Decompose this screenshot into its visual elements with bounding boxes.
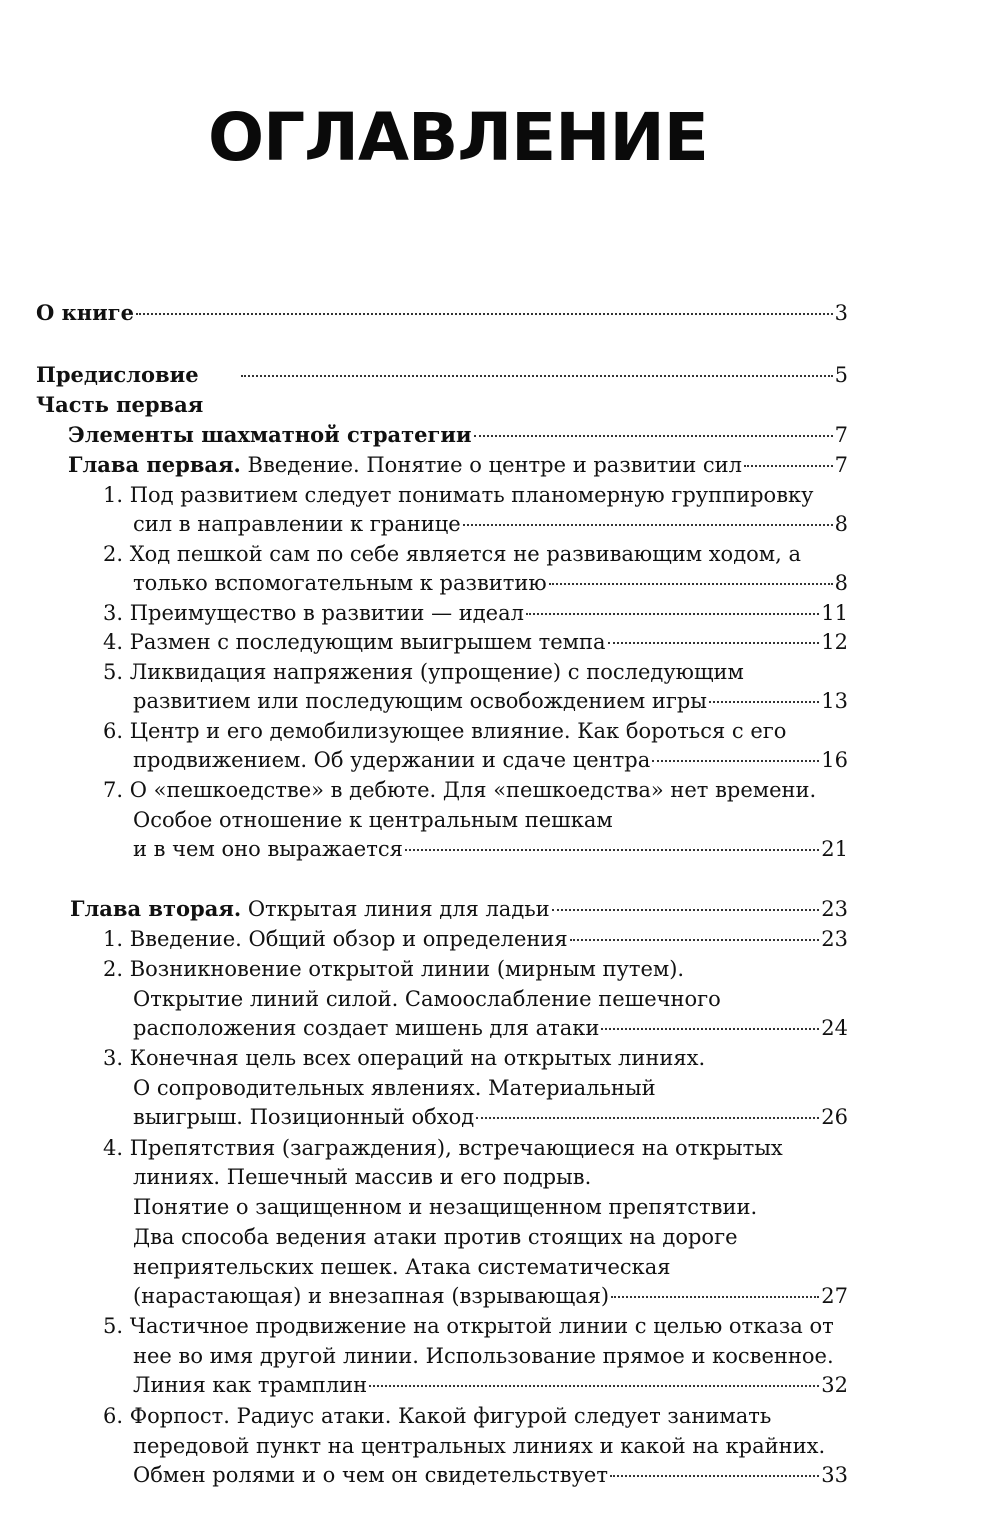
- toc-entry-line[interactable]: [133, 1162, 848, 1192]
- leader-dots: [611, 1296, 819, 1298]
- toc-label: Открытие линий силой. Самоослабление пешечного: [133, 987, 721, 1011]
- chapter-title: Введение. Понятие о центре и развитии сил: [240, 453, 742, 477]
- leader-dots: [709, 701, 819, 703]
- toc-entry-line[interactable]: [133, 984, 848, 1014]
- toc-label: 6. Форпост. Радиус атаки. Какой фигурой следует занимать: [103, 1404, 772, 1428]
- page-number: 16: [821, 748, 848, 772]
- toc-entry-line[interactable]: [103, 954, 848, 984]
- toc-entry-line[interactable]: [103, 1133, 848, 1163]
- toc-entry-line[interactable]: [103, 657, 848, 687]
- page-number: 13: [821, 689, 848, 713]
- toc-entry-line[interactable]: [103, 924, 848, 954]
- page-number: 5: [834, 363, 848, 387]
- toc-label: О сопроводительных явлениях. Материальный: [133, 1076, 656, 1100]
- page-number: 12: [821, 630, 848, 654]
- toc-label: 2. Ход пешкой сам по себе является не развивающим ходом, а: [103, 542, 801, 566]
- toc-entry-line[interactable]: [133, 745, 848, 775]
- page-number: 23: [821, 897, 848, 921]
- leader-dots: [610, 1475, 819, 1477]
- toc-entry-line[interactable]: [133, 834, 848, 864]
- toc-label: (нарастающая) и внезапная (взрывающая): [133, 1284, 610, 1308]
- toc-label: 3. Конечная цель всех операций на открытых линиях.: [103, 1046, 706, 1070]
- part-label: Часть первая: [36, 392, 204, 417]
- toc-label: Элементы шахматной стратегии: [68, 422, 472, 447]
- chapter-label: Глава вторая.: [70, 896, 242, 921]
- toc-entry-line[interactable]: [103, 1401, 848, 1431]
- toc-label: нее во имя другой линии. Использование прямое и косвенное.: [133, 1344, 834, 1368]
- leader-dots: [405, 849, 819, 851]
- toc-label: Понятие о защищенном и незащищенном препятствии.: [133, 1195, 758, 1219]
- leader-dots: [474, 435, 833, 437]
- toc-label: Обмен ролями и о чем он свидетельствует: [133, 1463, 608, 1487]
- chapter-label: Глава первая.: [68, 452, 241, 477]
- toc-label: неприятельских пешек. Атака систематическая: [133, 1255, 671, 1279]
- leader-dots: [476, 1117, 819, 1119]
- toc-label: О книге: [36, 300, 134, 325]
- page-number: 33: [821, 1463, 848, 1487]
- leader-dots: [241, 375, 833, 377]
- toc-label: Линия как трамплин: [133, 1373, 368, 1397]
- leader-dots: [552, 909, 820, 911]
- toc-label: 6. Центр и его демобилизующее влияние. Как бороться с его: [103, 719, 787, 743]
- leader-dots: [526, 613, 819, 615]
- toc-entry-line[interactable]: [133, 1341, 848, 1371]
- toc-label: Особое отношение к центральным пешкам: [133, 808, 613, 832]
- toc-entry-line[interactable]: [133, 1252, 848, 1282]
- toc-label: 3. Преимущество в развитии — идеал: [103, 601, 524, 625]
- page-number: 26: [821, 1105, 848, 1129]
- leader-dots: [136, 313, 833, 315]
- toc-entry-line[interactable]: [103, 539, 848, 569]
- toc-label: расположения создает мишень для атаки: [133, 1016, 600, 1040]
- toc-entry-line[interactable]: [103, 598, 848, 628]
- leader-dots: [608, 642, 820, 644]
- page-number: 11: [821, 601, 848, 625]
- leader-dots: [549, 583, 833, 585]
- toc-label: продвижением. Об удержании и сдаче центра: [133, 748, 651, 772]
- toc-entry-line[interactable]: [103, 716, 848, 746]
- page-number: 21: [821, 837, 848, 861]
- toc-label: только вспомогательным к развитию: [133, 571, 547, 595]
- toc-label: сил в направлении к границе: [133, 512, 461, 536]
- toc-label: передовой пункт на центральных линиях и какой на крайних.: [133, 1434, 826, 1458]
- toc-entry-line[interactable]: [133, 686, 848, 716]
- leader-dots: [652, 760, 819, 762]
- toc-label: 5. Частичное продвижение на открытой линии с целью отказа от: [103, 1314, 834, 1338]
- toc-entry-line[interactable]: [133, 1460, 848, 1490]
- chapter-title: Открытая линия для ладьи: [241, 897, 550, 921]
- page-number: 32: [821, 1373, 848, 1397]
- toc-entry-line[interactable]: [133, 1102, 848, 1132]
- toc-entry-glava-1[interactable]: [68, 450, 848, 480]
- toc-entry-line[interactable]: [103, 480, 848, 510]
- page-number: 7: [834, 453, 848, 477]
- toc-entry-line[interactable]: [133, 1013, 848, 1043]
- toc-entry-line[interactable]: [103, 627, 848, 657]
- toc-label: Два способа ведения атаки против стоящих на дороге: [133, 1225, 738, 1249]
- toc-label: развитием или последующим освобождением игры: [133, 689, 707, 713]
- toc-label: 4. Препятствия (заграждения), встречающиеся на открытых: [103, 1136, 783, 1160]
- part-heading: [36, 390, 848, 420]
- toc-entry-o-knige[interactable]: [36, 298, 848, 328]
- leader-dots: [570, 939, 820, 941]
- toc-entry-line[interactable]: [133, 1370, 848, 1400]
- page-number: 8: [834, 512, 848, 536]
- toc-entry-line[interactable]: [133, 805, 848, 835]
- toc-entry-line[interactable]: [133, 1073, 848, 1103]
- toc-entry-line[interactable]: [103, 775, 848, 805]
- toc-label: 1. Под развитием следует понимать планомерную группировку: [103, 483, 814, 507]
- page-number: 3: [834, 301, 848, 325]
- toc-label: 1. Введение. Общий обзор и определения: [103, 927, 568, 951]
- toc-label: и в чем оно выражается: [133, 837, 403, 861]
- leader-dots: [601, 1028, 819, 1030]
- page-number: 23: [821, 927, 848, 951]
- leader-dots: [369, 1385, 819, 1387]
- toc-entry-line[interactable]: [103, 1043, 848, 1073]
- toc-entry-line[interactable]: [133, 1222, 848, 1252]
- toc-label: 4. Размен с последующим выигрышем темпа: [103, 630, 606, 654]
- toc-entry-line[interactable]: [133, 1281, 848, 1311]
- toc-entry-line[interactable]: [133, 1192, 848, 1222]
- toc-label: 5. Ликвидация напряжения (упрощение) с последующим: [103, 660, 744, 684]
- toc-label: 2. Возникновение открытой линии (мирным путем).: [103, 957, 685, 981]
- leader-dots: [744, 465, 833, 467]
- leader-dots: [463, 524, 833, 526]
- toc-entry-line[interactable]: [103, 1311, 848, 1341]
- toc-label: 7. О «пешкоедстве» в дебюте. Для «пешкоедства» нет времени.: [103, 778, 817, 802]
- page-number: 8: [834, 571, 848, 595]
- toc-label: выигрыш. Позиционный обход: [133, 1105, 475, 1129]
- toc-entry-line[interactable]: [133, 568, 848, 598]
- page-number: 24: [821, 1016, 848, 1040]
- toc-entry-line[interactable]: [133, 1431, 848, 1461]
- toc-entry-line[interactable]: [133, 509, 848, 539]
- page-title: ОГЛАВЛЕНИЕ: [208, 99, 708, 176]
- page-number: 7: [834, 423, 848, 447]
- toc-entry-predislovie[interactable]: [36, 360, 848, 390]
- toc-entry-glava-2[interactable]: [70, 894, 848, 924]
- page-number: 27: [821, 1284, 848, 1308]
- toc-label: линиях. Пешечный массив и его подрыв.: [133, 1165, 592, 1189]
- toc-entry-elementy[interactable]: [68, 420, 848, 450]
- toc-label: Предисловие: [36, 362, 199, 387]
